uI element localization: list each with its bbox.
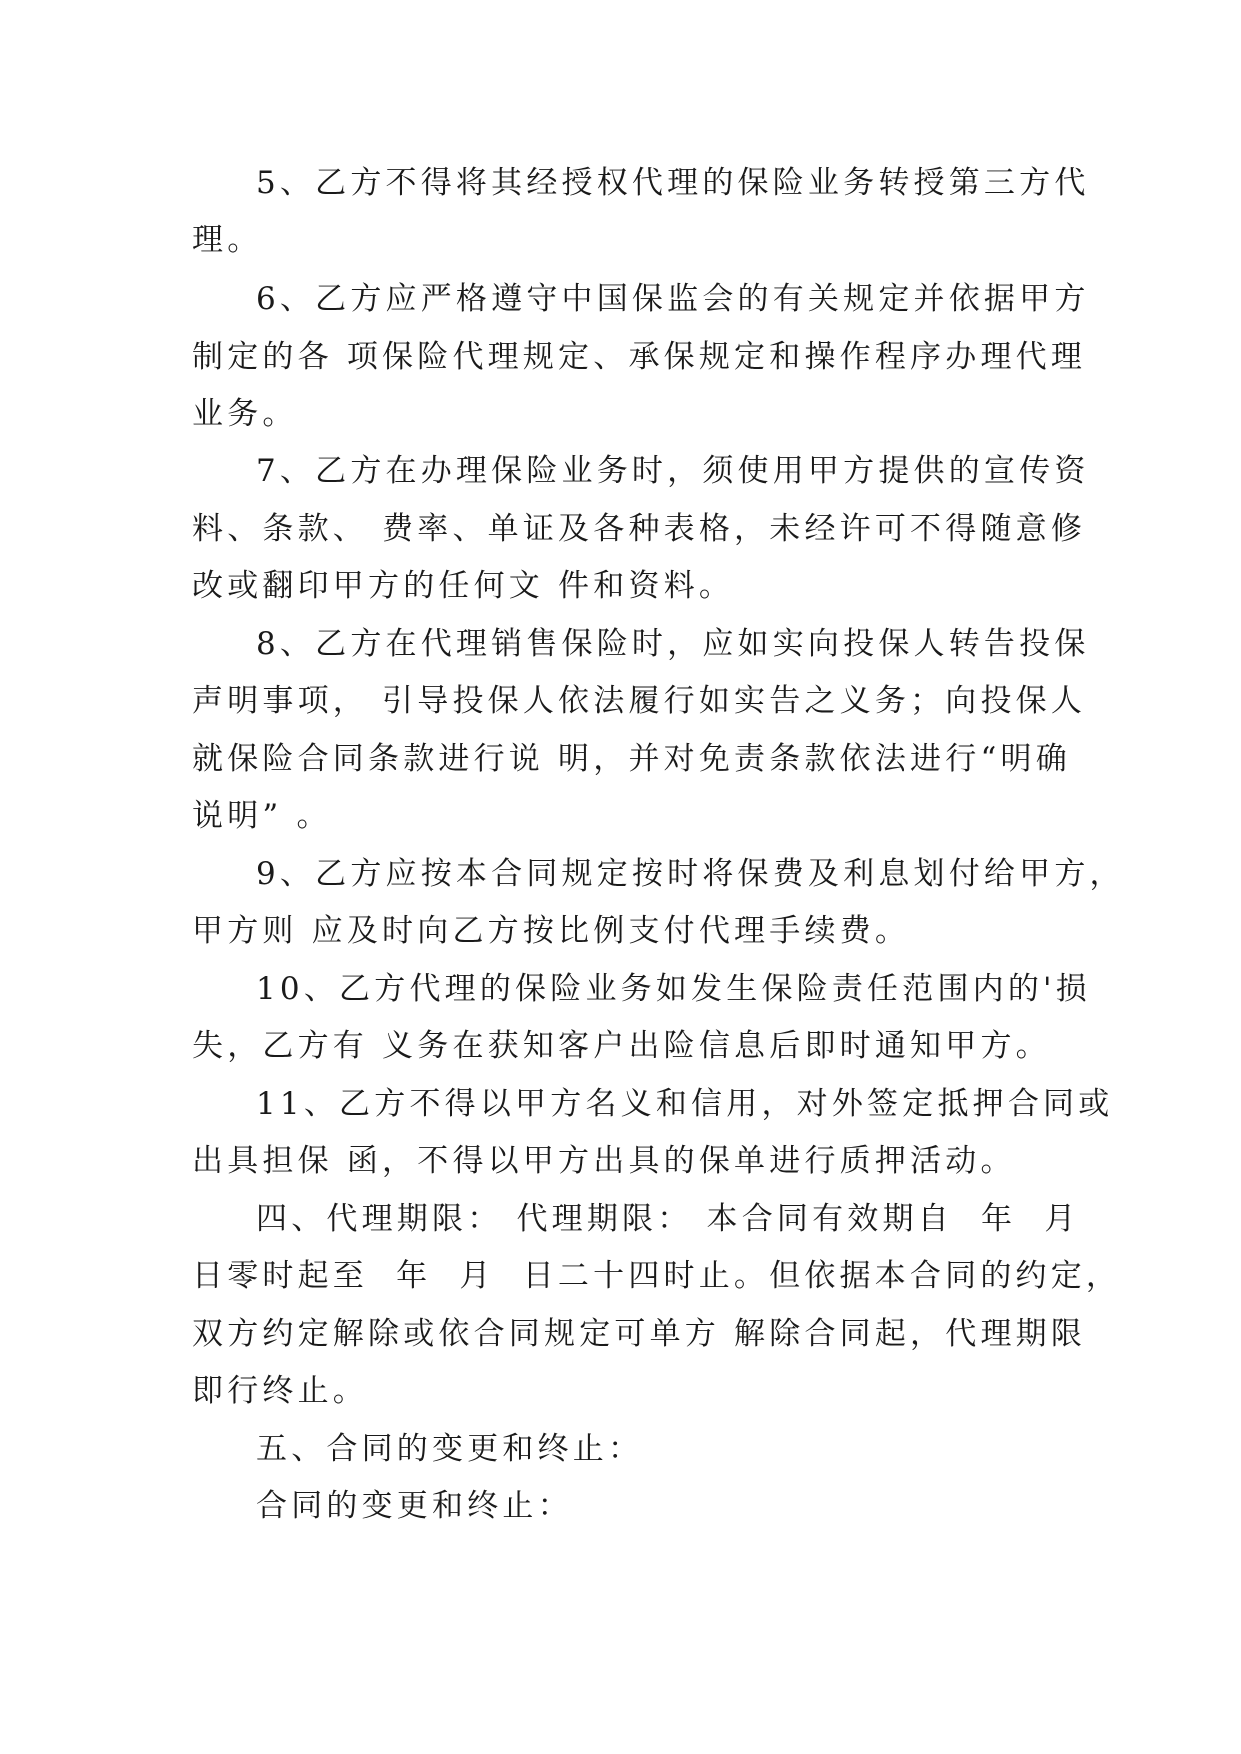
clause-8-line-4: 说明” 。 xyxy=(192,798,332,834)
section-5-heading: 五、合同的变更和终止： xyxy=(256,1431,644,1467)
section-4-line-2: 日零时起至 年 月 日二十四时止。但依据本合同的约定， xyxy=(192,1258,1122,1294)
section-4-line-1: 四、代理期限： 代理期限： 本合同有效期自 年 月 xyxy=(256,1201,1080,1237)
clause-6-line-3: 业务。 xyxy=(192,396,298,432)
clause-5-line-1: 5、乙方不得将其经授权代理的保险业务转授第三方代 xyxy=(256,165,1090,201)
clause-9-line-1: 9、乙方应按本合同规定按时将保费及利息划付给甲方， xyxy=(256,856,1125,892)
section-5-subheading: 合同的变更和终止： xyxy=(256,1488,573,1524)
clause-11-line-1: 11、乙方不得以甲方名义和信用，对外签定抵押合同或 xyxy=(256,1086,1114,1122)
clause-7-line-2: 料、条款、 费率、单证及各种表格，未经许可不得随意修 xyxy=(192,511,1087,547)
clause-7-line-3: 改或翻印甲方的任何文 件和资料。 xyxy=(192,568,735,604)
section-4-line-4: 即行终止。 xyxy=(192,1373,368,1409)
clause-8-line-3: 就保险合同条款进行说 明，并对免责条款依法进行“明确 xyxy=(192,741,1071,777)
clause-10-line-1: 10、乙方代理的保险业务如发生保险责任范围内的'损 xyxy=(256,971,1091,1007)
clause-8-line-2: 声明事项， 引导投保人依法履行如实告之义务；向投保人 xyxy=(192,683,1087,719)
clause-9-line-2: 甲方则 应及时向乙方按比例支付代理手续费。 xyxy=(192,913,911,949)
section-4-line-3: 双方约定解除或依合同规定可单方 解除合同起，代理期限 xyxy=(192,1316,1087,1352)
clause-7-line-1: 7、乙方在办理保险业务时，须使用甲方提供的宣传资 xyxy=(256,453,1090,489)
clause-6-line-1: 6、乙方应严格遵守中国保监会的有关规定并依据甲方 xyxy=(256,281,1090,317)
clause-6-line-2: 制定的各 项保险代理规定、承保规定和操作程序办理代理 xyxy=(192,339,1087,375)
clause-10-line-2: 失，乙方有 义务在获知客户出险信息后即时通知甲方。 xyxy=(192,1028,1051,1064)
clause-11-line-2: 出具担保 函，不得以甲方出具的保单进行质押活动。 xyxy=(192,1143,1016,1179)
clause-5-line-2: 理。 xyxy=(192,222,263,258)
clause-8-line-1: 8、乙方在代理销售保险时，应如实向投保人转告投保 xyxy=(256,626,1090,662)
